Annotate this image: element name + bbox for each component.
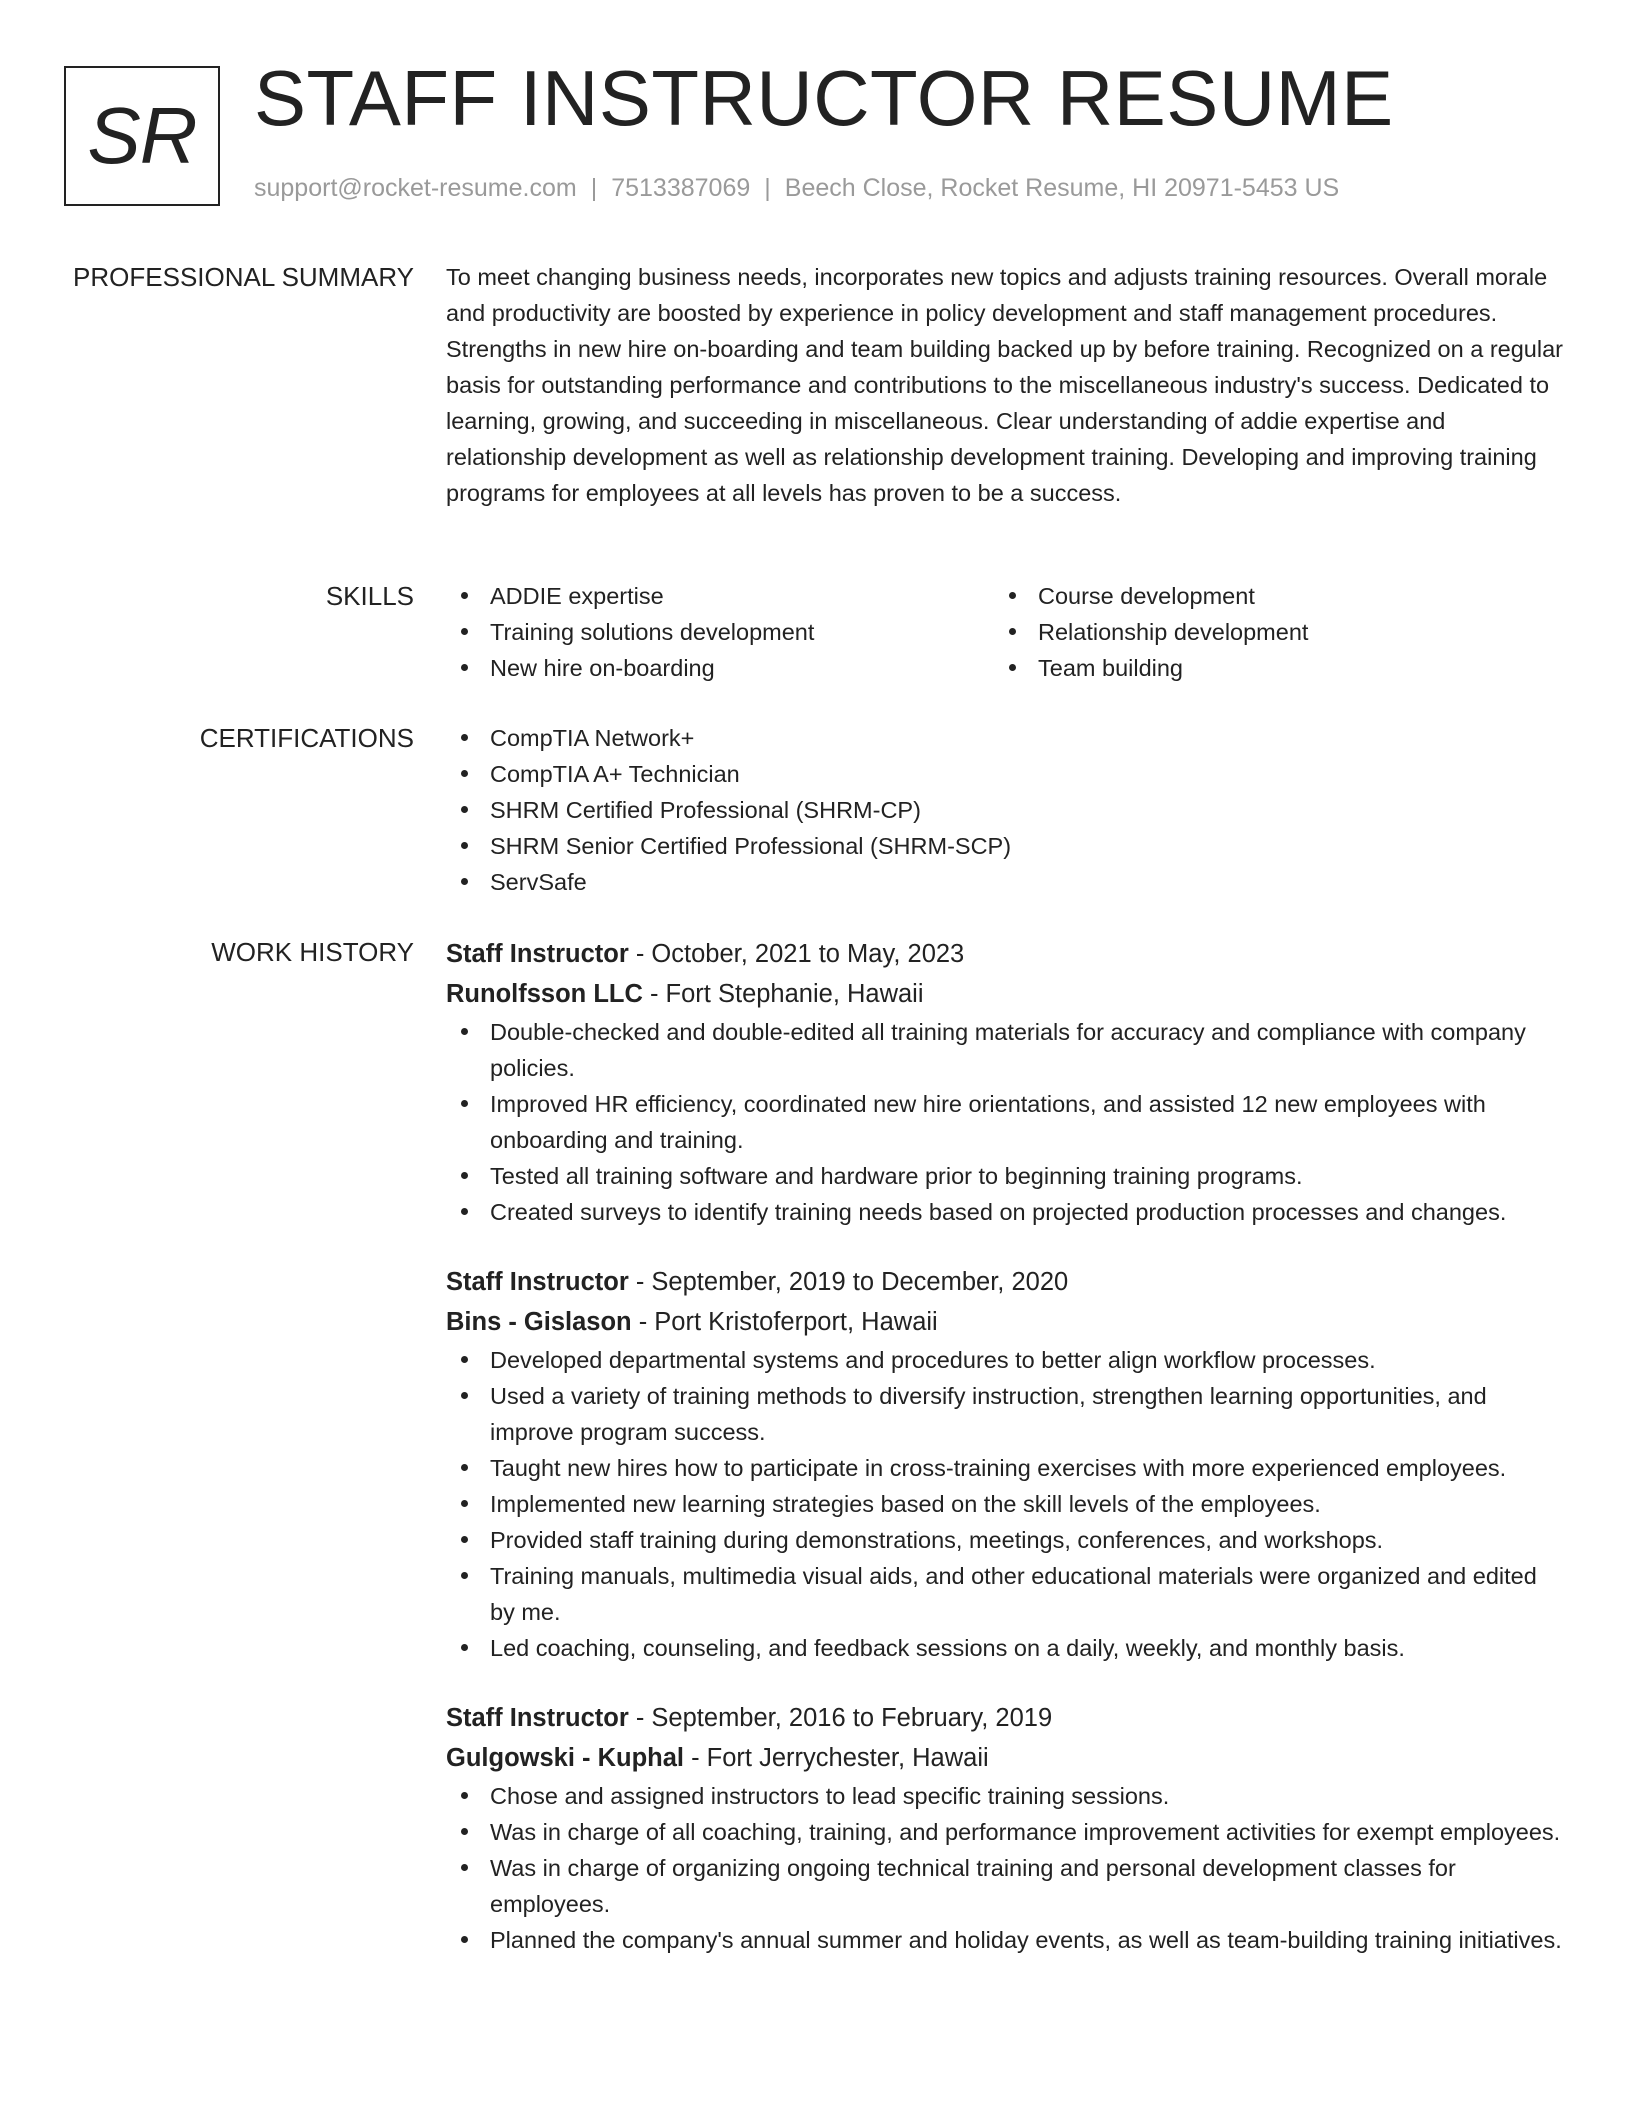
job-company: Bins - Gislason [446, 1308, 632, 1336]
monogram-box: SR [64, 66, 220, 206]
job-title-line [446, 934, 1566, 974]
section-label-summary: PROFESSIONAL SUMMARY [73, 262, 414, 292]
job-bullet: Planned the company's annual summer and holiday events, as well as team-building training initiatives. [446, 1922, 1566, 1958]
job-bullet: Training manuals, multimedia visual aids, and other educational materials were organized and edited by me. [446, 1558, 1566, 1630]
job-location: - Port Kristoferport, Hawaii [631, 1308, 938, 1336]
skills-columns [446, 578, 1566, 686]
page-title: STAFF INSTRUCTOR RESUME [254, 54, 1394, 142]
certification-item: CompTIA A+ Technician [446, 756, 1566, 792]
certification-item: SHRM Certified Professional (SHRM-CP) [446, 792, 1566, 828]
job-bullet: Developed departmental systems and procedures to better align workflow processes. [446, 1342, 1566, 1378]
job-bullet: Was in charge of organizing ongoing technical training and personal development classes for employees. [446, 1850, 1566, 1922]
contact-email[interactable]: support@rocket-resume.com [254, 174, 577, 202]
contact-separator: | [764, 174, 771, 202]
job-title-line [446, 1262, 1566, 1302]
contact-line [254, 174, 1339, 203]
job-bullet: Used a variety of training methods to diversify instruction, strengthen learning opportunities, and improve program success. [446, 1378, 1566, 1450]
job-company-line [446, 1738, 1566, 1778]
certification-item: CompTIA Network+ [446, 720, 1566, 756]
job-entry [446, 1262, 1566, 1666]
certification-item: SHRM Senior Certified Professional (SHRM-SCP) [446, 828, 1566, 864]
job-bullet-list [446, 1014, 1566, 1230]
job-bullet: Tested all training software and hardware prior to beginning training programs. [446, 1158, 1566, 1194]
job-location: - Fort Jerrychester, Hawaii [684, 1744, 989, 1772]
job-bullet: Improved HR efficiency, coordinated new hire orientations, and assisted 12 new employees with onboarding and training. [446, 1086, 1566, 1158]
certifications-body [446, 720, 1566, 900]
job-title: Staff Instructor [446, 940, 629, 968]
skills-list-left [446, 578, 994, 686]
job-title: Staff Instructor [446, 1704, 629, 1732]
contact-separator: | [590, 174, 598, 202]
skill-item: ADDIE expertise [446, 578, 994, 614]
job-bullet: Taught new hires how to participate in cross-training exercises with more experienced employees. [446, 1450, 1566, 1486]
contact-address: Beech Close, Rocket Resume, HI 20971-5453 US [784, 174, 1340, 202]
job-dates: - October, 2021 to May, 2023 [628, 940, 965, 968]
job-entry [446, 934, 1566, 1230]
section-label-skills: SKILLS [325, 581, 414, 611]
summary-text: To meet changing business needs, incorporates new topics and adjusts training resources. Overall morale and productivity are boosted by experience in policy development and staff management procedures. Strengths in new hire on-boarding and team building backed up by before training. Recognized on a regular basis for outstanding performance and contributions to the miscellaneous industry's success. Dedicated to learning, growing, and succeeding in miscellaneous. Clear understanding of addie expertise and relationship development as well as relationship development training. Developing and improving training programs for employees at all levels has proven to be a success. [446, 264, 1563, 506]
contact-phone[interactable]: 7513387069 [611, 174, 751, 202]
skill-item: Training solutions development [446, 614, 994, 650]
skill-item: Relationship development [994, 614, 1542, 650]
job-bullet: Was in charge of all coaching, training, and performance improvement activities for exempt employees. [446, 1814, 1566, 1850]
job-title: Staff Instructor [446, 1268, 629, 1296]
certification-item: ServSafe [446, 864, 1566, 900]
skill-item: Course development [994, 578, 1542, 614]
section-label-certifications: CERTIFICATIONS [199, 723, 414, 753]
section-label-work-history: WORK HISTORY [211, 937, 414, 967]
job-location: - Fort Stephanie, Hawaii [642, 980, 924, 1008]
job-dates: - September, 2019 to December, 2020 [628, 1268, 1069, 1296]
job-bullet: Provided staff training during demonstrations, meetings, conferences, and workshops. [446, 1522, 1566, 1558]
job-entry [446, 1698, 1566, 1958]
job-bullet: Created surveys to identify training needs based on projected production processes and changes. [446, 1194, 1566, 1230]
job-bullet-list [446, 1342, 1566, 1666]
job-bullet: Chose and assigned instructors to lead specific training sessions. [446, 1778, 1566, 1814]
job-company: Runolfsson LLC [446, 980, 643, 1008]
certifications-list [446, 720, 1566, 900]
job-dates: - September, 2016 to February, 2019 [628, 1704, 1053, 1732]
job-bullet-list [446, 1778, 1566, 1958]
skills-body [446, 578, 1566, 686]
job-bullet: Led coaching, counseling, and feedback sessions on a daily, weekly, and monthly basis. [446, 1630, 1566, 1666]
work-history-body [446, 934, 1566, 1958]
skill-item: Team building [994, 650, 1542, 686]
job-company-line [446, 974, 1566, 1014]
job-company-line [446, 1302, 1566, 1342]
job-company: Gulgowski - Kuphal [446, 1744, 685, 1772]
job-bullet: Double-checked and double-edited all training materials for accuracy and compliance with company policies. [446, 1014, 1566, 1086]
skill-item: New hire on-boarding [446, 650, 994, 686]
job-title-line [446, 1698, 1566, 1738]
job-bullet: Implemented new learning strategies based on the skill levels of the employees. [446, 1486, 1566, 1522]
skills-list-right [994, 578, 1542, 686]
